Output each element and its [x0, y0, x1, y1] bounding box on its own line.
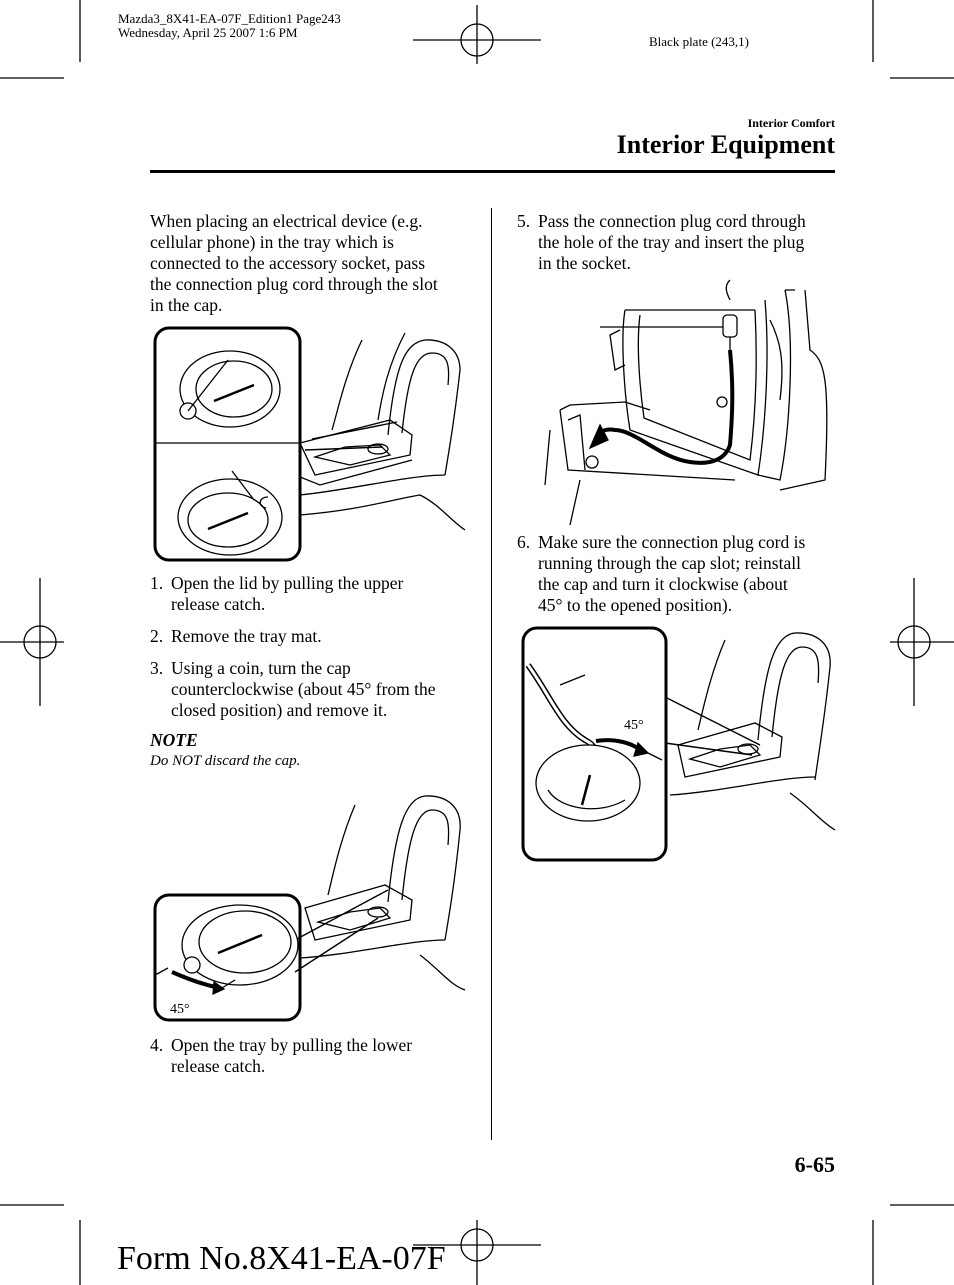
form-number: Form No.8X41-EA-07F	[117, 1240, 446, 1277]
step-number: 6.	[517, 532, 531, 552]
step-2	[150, 626, 480, 648]
note-heading: NOTE	[150, 730, 198, 750]
figure-cap-slot	[150, 325, 465, 565]
figure-cap-reinstall	[520, 625, 835, 865]
step-line: Open the lid by pulling the upper	[171, 573, 404, 593]
step-number: 5.	[517, 211, 531, 231]
step-4	[150, 1035, 480, 1079]
note-text: Do NOT discard the cap.	[150, 753, 301, 769]
intro-paragraph	[150, 211, 480, 316]
step-line: Remove the tray mat.	[171, 626, 322, 646]
intro-line: cellular phone) in the tray which is	[150, 232, 394, 252]
step-number: 4.	[150, 1035, 164, 1055]
step-number: 3.	[150, 658, 164, 678]
intro-line: the connection plug cord through the slot	[150, 274, 438, 294]
step-line: Using a coin, turn the cap	[171, 658, 351, 678]
step-line: counterclockwise (about 45° from the	[171, 679, 436, 699]
intro-line: connected to the accessory socket, pass	[150, 253, 426, 273]
figure-cap-rotate	[150, 790, 465, 1025]
step-1	[150, 573, 480, 617]
title-rule	[150, 170, 835, 173]
step-line: Pass the connection plug cord through	[538, 211, 806, 231]
step-line: release catch.	[171, 1056, 266, 1076]
angle-label: 45°	[624, 718, 644, 733]
step-line: the cap and turn it clockwise (about	[538, 574, 788, 594]
step-line: release catch.	[171, 594, 266, 614]
step-line: in the socket.	[538, 253, 631, 273]
step-line: running through the cap slot; reinstall	[538, 553, 801, 573]
step-line: the hole of the tray and insert the plug	[538, 232, 805, 252]
intro-line: in the cap.	[150, 295, 223, 315]
intro-line: When placing an electrical device (e.g.	[150, 211, 423, 231]
step-line: closed position) and remove it.	[171, 700, 388, 720]
step-line: Open the tray by pulling the lower	[171, 1035, 413, 1055]
step-number: 2.	[150, 626, 164, 646]
file-info-line2: Wednesday, April 25 2007 1:6 PM	[118, 25, 298, 40]
step-line: Make sure the connection plug cord is	[538, 532, 806, 552]
plate-label: Black plate (243,1)	[649, 34, 749, 49]
step-6	[517, 532, 837, 620]
step-number: 1.	[150, 573, 164, 593]
step-line: 45° to the opened position).	[538, 595, 733, 615]
step-5	[517, 211, 837, 277]
step-3	[150, 658, 480, 724]
column-divider	[491, 208, 492, 1140]
page-number: 6-65	[794, 1152, 835, 1177]
page-title: Interior Equipment	[616, 130, 835, 159]
angle-label: 45°	[170, 1002, 190, 1017]
figure-cord-tray	[540, 280, 830, 525]
section-label: Interior Comfort	[747, 116, 835, 130]
file-info-line1: Mazda3_8X41-EA-07F_Edition1 Page243	[118, 11, 341, 26]
